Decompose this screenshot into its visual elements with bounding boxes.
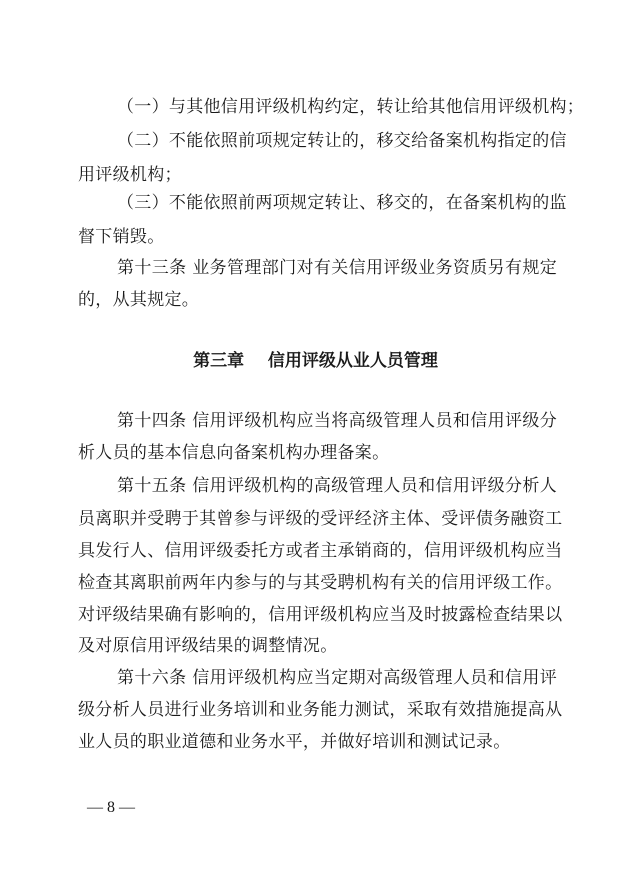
article-15-line-1: 第十五条 信用评级机构的高级管理人员和信用评级分析人 <box>117 476 557 496</box>
article-15-line-6: 及对原信用评级结果的调整情况。 <box>78 636 338 656</box>
list-item-3-line-1: （三）不能依照前两项规定转让、移交的，在备案机构的监 <box>117 193 567 213</box>
article-13-line-2: 的，从其规定。 <box>78 290 200 310</box>
article-14-line-2: 析人员的基本信息向备案机构办理备案。 <box>78 443 390 463</box>
article-15-line-4: 检查其离职前两年内参与的与其受聘机构有关的信用评级工作。 <box>78 573 563 593</box>
article-15-line-2: 员离职并受聘于其曾参与评级的受评经济主体、受评债务融资工 <box>78 509 563 529</box>
article-13-line-1: 第十三条 业务管理部门对有关信用评级业务资质另有规定 <box>117 258 557 278</box>
list-item-2-line-2: 用评级机构； <box>78 165 182 185</box>
article-15-line-5: 对评级结果确有影响的，信用评级机构应当及时披露检查结果以 <box>78 605 563 625</box>
article-15-line-3: 具发行人、信用评级委托方或者主承销商的，信用评级机构应当 <box>78 541 563 561</box>
page-number: — 8 — <box>87 799 135 816</box>
list-item-1-line-1: （一）与其他信用评级机构约定，转让给其他信用评级机构； <box>117 97 585 117</box>
article-16-line-1: 第十六条 信用评级机构应当定期对高级管理人员和信用评 <box>117 668 557 688</box>
list-item-2-line-1: （二）不能依照前项规定转让的，移交给备案机构指定的信 <box>117 131 567 151</box>
article-16-line-2: 级分析人员进行业务培训和业务能力测试，采取有效措施提高从 <box>78 700 563 720</box>
article-14-line-1: 第十四条 信用评级机构应当将高级管理人员和信用评级分 <box>117 411 557 431</box>
article-16-line-3: 业人员的职业道德和业务水平，并做好培训和测试记录。 <box>78 732 511 752</box>
chapter-title: 第三章 信用评级从业人员管理 <box>193 351 438 371</box>
list-item-3-line-2: 督下销毁。 <box>78 227 165 247</box>
